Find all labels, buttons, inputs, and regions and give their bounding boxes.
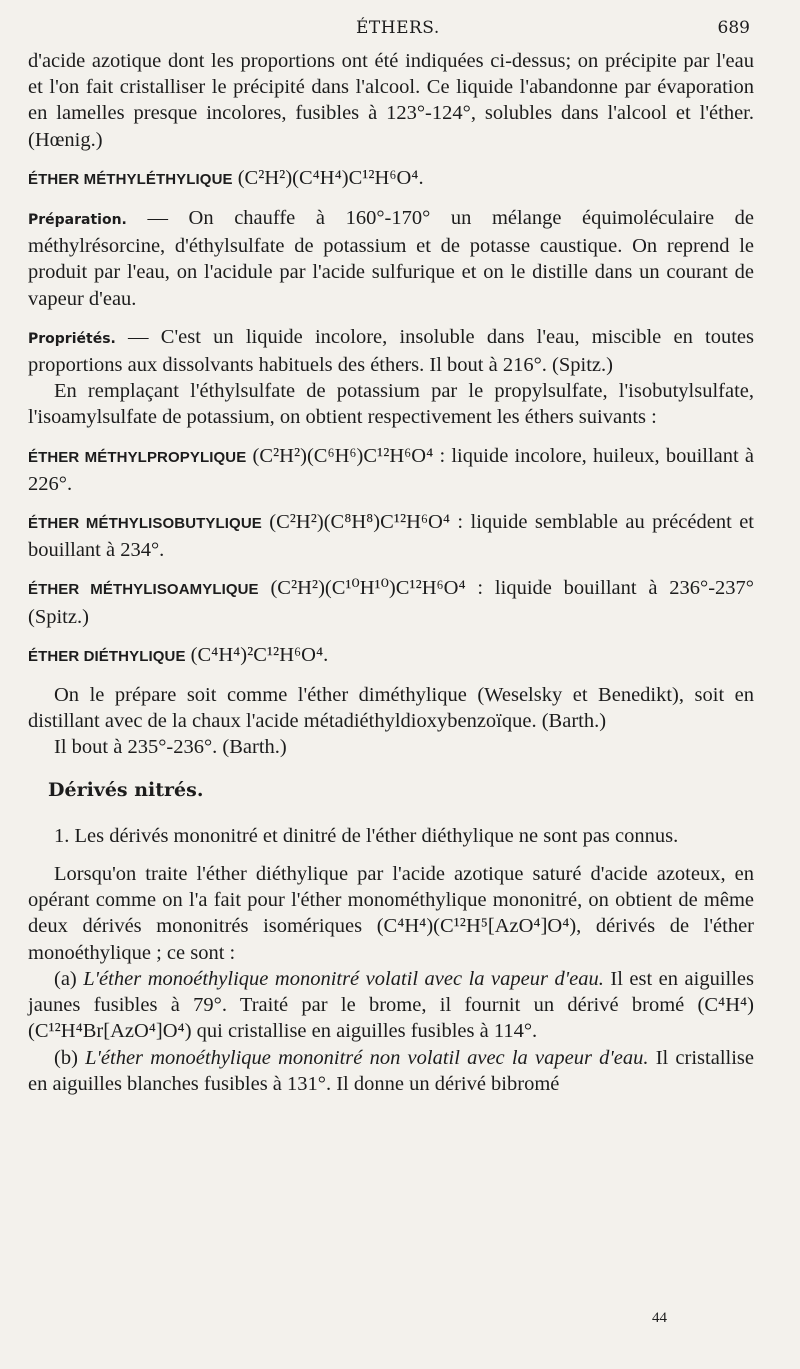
run-in-label: Propriétés. — [28, 330, 116, 347]
compound-name: ÉTHER MÉTHYLPROPYLIQUE — [28, 448, 247, 466]
paragraph-derives: 1. Les dérivés mononitré et dinitré de l'éther diéthylique ne sont pas connus. — [54, 824, 679, 847]
item-text: Il est en aiguilles jaunes fusibles à 79°. Traité par le brome, il fournit un dérivé bromé (C⁴H⁴)(C¹²H⁴Br[AzO⁴]O⁴) qui cristallise en aiguilles fusibles à 114°. — [28, 967, 754, 1043]
heading-diethyl — [28, 642, 754, 670]
compound-formula: (C⁴H⁴)²C¹²H⁶O⁴. — [190, 643, 329, 666]
heading-methylethyl — [28, 165, 754, 193]
compound-name: ÉTHER MÉTHYLISOBUTYLIQUE — [28, 515, 262, 533]
compound-name: ÉTHER MÉTHYLISOAMYLIQUE — [28, 581, 259, 599]
body-text — [28, 48, 754, 1097]
run-in-label: Préparation. — [28, 212, 127, 229]
compound-name: ÉTHER MÉTHYLÉTHYLIQUE — [28, 170, 233, 188]
entry-methylisoamyl — [28, 575, 754, 629]
paragraph-continuation: d'acide azotique dont les proportions ont été indiquées ci-dessus; on précipite par l'eau et l'on fait cristalliser le précipité dans l'alcool. Ce liquide l'abandonne par évaporation en lamelles presque incolores, fusibles à 123°-124°, solubles dans l'alcool et l'éther. (Hœnig.) — [28, 50, 754, 151]
running-head — [0, 12, 800, 40]
paragraph-prepare: On le prépare soit comme l'éther diméthylique (Weselsky et Benedikt), soit en distillant avec de la chaux l'acide métadiéthyldioxybenzoïque. (Barth.) — [28, 684, 754, 733]
compound-name: ÉTHER DIÉTHYLIQUE — [28, 647, 186, 665]
entry-text: : liquide incolore, huileux, bouillant à 226°. — [28, 444, 755, 495]
item-marker: (a) — [54, 967, 77, 990]
paragraph-preparation — [28, 205, 754, 312]
paragraph-boiling: Il bout à 235°-236°. (Barth.) — [54, 736, 287, 759]
item-marker: (b) — [54, 1046, 78, 1069]
paragraph-text: — On chauffe à 160°-170° un mélange équimoléculaire de méthylrésorcine, d'éthylsulfate de potassium et de potasse caustique. On reprend le produit par l'eau, on l'acidule par l'acide sulfurique et on le distille dans un courant de vapeur d'eau. — [28, 207, 754, 310]
page-number: 689 — [717, 18, 750, 38]
entry-methylpropyl — [28, 443, 754, 497]
entry-text: : liquide semblable au précédent et bouillant à 234°. — [28, 511, 755, 562]
item-text: Il cristallise en aiguilles blanches fusibles à 131°. Il donne un dérivé bibromé — [28, 1046, 754, 1095]
running-title: ÉTHERS. — [356, 18, 440, 38]
compound-formula: (C²H²)(C¹⁰H¹⁰)C¹²H⁶O⁴ — [270, 577, 466, 600]
paragraph-text: — C'est un liquide incolore, insoluble dans l'eau, miscible en toutes proportions aux dissolvants habituels des éthers. Il bout à 216°. (Spitz.) — [28, 325, 754, 377]
list-item-b — [28, 1045, 754, 1097]
item-title: L'éther monoéthylique mononitré non volatil avec la vapeur d'eau. — [77, 1046, 649, 1069]
compound-formula: (C²H²)(C⁴H⁴)C¹²H⁶O⁴. — [237, 166, 424, 189]
paragraph-replacement: En remplaçant l'éthylsulfate de potassium par le propylsulfate, l'isobutylsulfate, l'isoamylsulfate de potassium, on obtient respectivement les éthers suivants : — [28, 380, 754, 429]
paragraph-properties — [28, 324, 754, 378]
list-item-a — [28, 966, 754, 1045]
section-title: Dérivés nitrés. — [48, 778, 204, 801]
paragraph-treatment: Lorsqu'on traite l'éther diéthylique par l'acide azotique saturé d'acide azoteux, en opérant comme on l'a fait pour l'éther monométhylique mononitré, on obtient de même deux dérivés mononitrés isomériques (C⁴H⁴)(C¹²H⁵[AzO⁴]O⁴), dérivés de l'éther monoéthylique ; ce sont : — [28, 863, 754, 964]
entry-text: : liquide bouillant à 236°-237° (Spitz.) — [28, 577, 754, 628]
item-title: L'éther monoéthylique mononitré volatil avec la vapeur d'eau. — [76, 967, 604, 990]
compound-formula: (C²H²)(C⁸H⁸)C¹²H⁶O⁴ — [269, 511, 450, 534]
signature-mark: 44 — [652, 1310, 667, 1326]
entry-methylisobutyl — [28, 509, 754, 563]
compound-formula: (C²H²)(C⁶H⁶)C¹²H⁶O⁴ — [252, 444, 434, 467]
